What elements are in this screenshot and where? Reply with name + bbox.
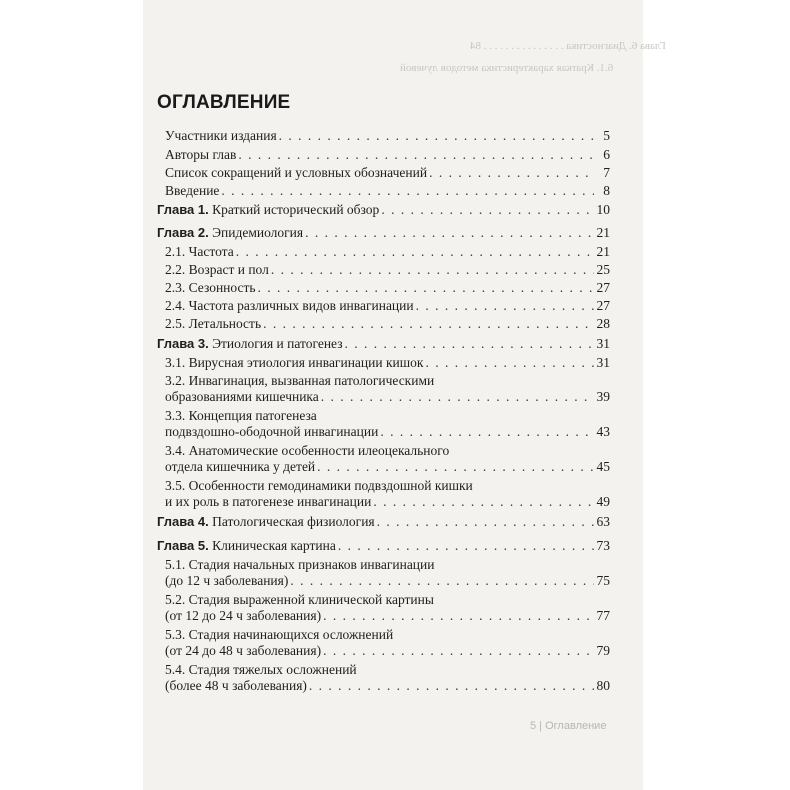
chapter-label: Глава 1. [157, 202, 209, 217]
page-number: 63 [596, 514, 610, 529]
page-number: 31 [596, 336, 610, 351]
toc-entry[interactable]: 3.1. Вирусная этиология инвагинации кишок . . . 31 [157, 355, 610, 371]
toc-chapter-entry[interactable]: Глава 2. Эпидемиология . . . 21 [157, 225, 610, 241]
page-number: 45 [596, 459, 610, 474]
page-number: 21 [596, 244, 610, 259]
page-number: 7 [603, 165, 610, 180]
page-number: 73 [596, 538, 610, 553]
toc-entry[interactable]: 2.3. Сезонность . . . 27 [157, 280, 610, 296]
toc-chapter-entry[interactable]: Глава 5. Клиническая картина . . . 73 [157, 538, 610, 554]
bleed-through-text: 6.1. Краткая характеристика методов лучевой [400, 62, 614, 74]
chapter-label: Глава 3. [157, 336, 209, 351]
toc-entry[interactable]: Участники издания . . . 5 [157, 128, 610, 144]
toc-entry[interactable]: 2.5. Летальность . . . 28 [157, 316, 610, 332]
page-number: 21 [596, 225, 610, 240]
page-footer: 5 | Оглавление [530, 720, 607, 732]
toc-entry[interactable]: 2.2. Возраст и пол . . . 25 [157, 262, 610, 278]
page-number: 27 [596, 280, 610, 295]
footer-section: Оглавление [545, 720, 607, 732]
page-number: 79 [596, 643, 610, 658]
page-number: 27 [596, 298, 610, 313]
page-number: 28 [596, 316, 610, 331]
toc-entry[interactable]: 3.2. Инвагинация, вызванная патологическими образованиями кишечника . . . 39 [157, 373, 610, 405]
page-number: 75 [596, 573, 610, 588]
bleed-through-text: Глава 6. Диагностика . . . . . . . . . . . . . . . 84 [470, 40, 666, 52]
page-number: 80 [596, 678, 610, 693]
toc-entry[interactable]: 5.1. Стадия начальных признаков инвагинации (до 12 ч заболевания) . . . 75 [157, 557, 610, 589]
toc-entry[interactable]: 3.5. Особенности гемодинамики подвздошной кишки и их роль в патогенезе инвагинации . . . 49 [157, 478, 610, 510]
toc-entry[interactable]: 5.2. Стадия выраженной клинической картины (от 12 до 24 ч заболевания) . . . 77 [157, 592, 610, 624]
toc-chapter-entry[interactable]: Глава 3. Этиология и патогенез . . . 31 [157, 336, 610, 352]
toc-entry[interactable]: 3.3. Концепция патогенеза подвздошно-ободочной инвагинации . . . 43 [157, 408, 610, 440]
page-number: 43 [596, 424, 610, 439]
toc-entry[interactable]: Список сокращений и условных обозначений . . . 7 [157, 165, 610, 181]
page-number: 5 [603, 128, 610, 143]
page-number: 25 [596, 262, 610, 277]
toc-entry[interactable]: 2.4. Частота различных видов инвагинации . . . 27 [157, 298, 610, 314]
page-number: 49 [596, 494, 610, 509]
page-number: 10 [596, 202, 610, 217]
page-number: 77 [596, 608, 610, 623]
toc-entry[interactable]: 2.1. Частота . . . 21 [157, 244, 610, 260]
page-number: 31 [596, 355, 610, 370]
footer-page-number: 5 [530, 720, 537, 732]
chapter-label: Глава 5. [157, 538, 209, 553]
toc-entry[interactable]: 5.3. Стадия начинающихся осложнений (от 24 до 48 ч заболевания) . . . 79 [157, 627, 610, 659]
page-number: 6 [603, 147, 610, 162]
toc-entry[interactable]: Введение . . . 8 [157, 183, 610, 199]
toc-chapter-entry[interactable]: Глава 1. Краткий исторический обзор . . . 10 [157, 202, 610, 218]
page-number: 8 [603, 183, 610, 198]
toc-chapter-entry[interactable]: Глава 4. Патологическая физиология . . . 63 [157, 514, 610, 530]
toc-title: ОГЛАВЛЕНИЕ [157, 92, 291, 113]
chapter-label: Глава 2. [157, 225, 209, 240]
toc-entry[interactable]: Авторы глав . . . 6 [157, 147, 610, 163]
page-number: 39 [596, 389, 610, 404]
chapter-label: Глава 4. [157, 514, 209, 529]
toc-entry[interactable]: 5.4. Стадия тяжелых осложнений (более 48 ч заболевания) . . . 80 [157, 662, 610, 694]
toc-entry[interactable]: 3.4. Анатомические особенности илеоцекального отдела кишечника у детей . . . 45 [157, 443, 610, 475]
